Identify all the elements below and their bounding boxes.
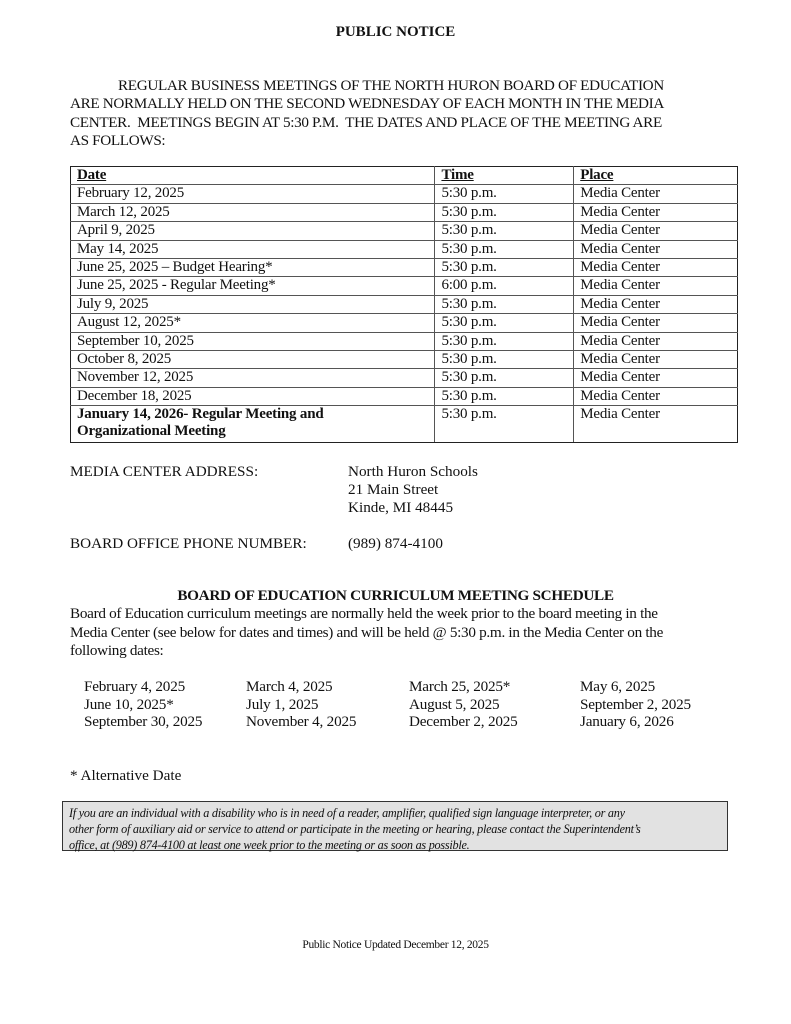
address-line: Kinde, MI 48445 <box>348 499 454 516</box>
curriculum-date: March 25, 2025* <box>409 678 511 695</box>
meeting-place: Media Center <box>574 222 738 240</box>
table-row <box>71 185 738 203</box>
meeting-date: April 9, 2025 <box>71 222 435 240</box>
meeting-place: Media Center <box>574 277 738 295</box>
table-row-organizational <box>71 406 738 443</box>
meeting-time: 5:30 p.m. <box>435 185 574 203</box>
curriculum-date: September 30, 2025 <box>84 713 203 730</box>
curriculum-line: following dates: <box>70 642 164 659</box>
curriculum-date: February 4, 2025 <box>84 678 185 695</box>
table-row <box>71 277 738 295</box>
dates-row <box>84 678 724 696</box>
meeting-place: Media Center <box>574 350 738 368</box>
dates-row <box>84 713 724 731</box>
meeting-time: 5:30 p.m. <box>435 295 574 313</box>
column-header-date: Date <box>71 167 435 185</box>
address-line: North Huron Schools <box>348 463 478 480</box>
column-header-place: Place <box>574 167 738 185</box>
phone-number: (989) 874-4100 <box>348 535 443 552</box>
meeting-place: Media Center <box>574 185 738 203</box>
meeting-time: 5:30 p.m. <box>435 406 574 443</box>
table-row <box>71 314 738 332</box>
intro-line: CENTER. MEETINGS BEGIN AT 5:30 P.M. THE DATES AND PLACE OF THE MEETING ARE <box>70 113 662 131</box>
curriculum-date: November 4, 2025 <box>246 713 357 730</box>
meeting-date: May 14, 2025 <box>71 240 435 258</box>
table-header-row <box>71 167 738 185</box>
meeting-place: Media Center <box>574 387 738 405</box>
curriculum-date: January 6, 2026 <box>580 713 674 730</box>
dates-row <box>84 696 724 714</box>
disclaimer-line: If you are an individual with a disability who is in need of a reader, amplifier, qualified sign language interpreter, or any <box>69 806 625 820</box>
table-row <box>71 240 738 258</box>
table-row <box>71 203 738 221</box>
meeting-date: June 25, 2025 – Budget Hearing* <box>71 258 435 276</box>
meeting-time: 5:30 p.m. <box>435 387 574 405</box>
curriculum-date: December 2, 2025 <box>409 713 518 730</box>
meeting-time: 5:30 p.m. <box>435 332 574 350</box>
meeting-time: 5:30 p.m. <box>435 240 574 258</box>
curriculum-date: July 1, 2025 <box>246 695 319 713</box>
meeting-place: Media Center <box>574 314 738 332</box>
table-row <box>71 295 738 313</box>
meetings-table <box>70 166 738 443</box>
curriculum-section-title: BOARD OF EDUCATION CURRICULUM MEETING SCHEDULE <box>177 587 614 604</box>
meeting-time: 5:30 p.m. <box>435 314 574 332</box>
curriculum-dates-grid <box>84 678 724 731</box>
curriculum-date: August 5, 2025 <box>409 695 500 713</box>
alternative-date-footnote: * Alternative Date <box>70 767 182 784</box>
curriculum-line: Board of Education curriculum meetings are normally held the week prior to the board meeting in the <box>70 605 658 622</box>
curriculum-description <box>70 605 730 661</box>
meeting-date: January 14, 2026- Regular Meeting and Organizational Meeting <box>71 406 435 443</box>
curriculum-date: May 6, 2025 <box>580 678 655 695</box>
meeting-date: October 8, 2025 <box>71 350 435 368</box>
table-row <box>71 258 738 276</box>
meeting-date: February 12, 2025 <box>71 185 435 203</box>
column-header-time: Time <box>435 167 574 185</box>
phone-label: BOARD OFFICE PHONE NUMBER: <box>70 535 307 552</box>
meeting-time: 5:30 p.m. <box>435 258 574 276</box>
meeting-time: 5:30 p.m. <box>435 222 574 240</box>
meeting-place: Media Center <box>574 240 738 258</box>
curriculum-line: Media Center (see below for dates and times) and will be held @ 5:30 p.m. in the Media Center on the <box>70 623 664 641</box>
meeting-place: Media Center <box>574 332 738 350</box>
curriculum-date: June 10, 2025* <box>84 695 174 713</box>
page-title: PUBLIC NOTICE <box>335 24 456 40</box>
meeting-place: Media Center <box>574 406 738 443</box>
intro-line: REGULAR BUSINESS MEETINGS OF THE NORTH HURON BOARD OF EDUCATION <box>118 77 664 94</box>
intro-line: AS FOLLOWS: <box>70 131 166 149</box>
meeting-date: July 9, 2025 <box>71 295 435 313</box>
meeting-date: December 18, 2025 <box>71 387 435 405</box>
table-row <box>71 369 738 387</box>
meeting-date: June 25, 2025 - Regular Meeting* <box>71 277 435 295</box>
table-row <box>71 332 738 350</box>
table-row <box>71 222 738 240</box>
disclaimer-line: office, at (989) 874-4100 at least one week prior to the meeting or as soon as possible. <box>69 838 470 852</box>
meeting-place: Media Center <box>574 295 738 313</box>
meeting-date: November 12, 2025 <box>71 369 435 387</box>
table-row <box>71 387 738 405</box>
meeting-place: Media Center <box>574 203 738 221</box>
accessibility-disclaimer <box>62 801 728 851</box>
curriculum-date: March 4, 2025 <box>246 678 333 695</box>
intro-line: ARE NORMALLY HELD ON THE SECOND WEDNESDAY OF EACH MONTH IN THE MEDIA <box>70 95 664 113</box>
intro-paragraph <box>70 77 750 150</box>
meeting-place: Media Center <box>574 369 738 387</box>
meeting-date: August 12, 2025* <box>71 314 435 332</box>
meeting-date: March 12, 2025 <box>71 203 435 221</box>
address-label: MEDIA CENTER ADDRESS: <box>70 463 259 480</box>
table-row <box>71 350 738 368</box>
meeting-place: Media Center <box>574 258 738 276</box>
updated-footer: Public Notice Updated December 12, 2025 <box>302 939 489 951</box>
address-block <box>348 463 478 517</box>
meeting-time: 6:00 p.m. <box>435 277 574 295</box>
curriculum-date: September 2, 2025 <box>580 695 691 713</box>
meeting-time: 5:30 p.m. <box>435 369 574 387</box>
address-line: 21 Main Street <box>348 481 439 498</box>
disclaimer-line: other form of auxiliary aid or service to attend or participate in the meeting or hearing, please contact the Superintendent’s <box>69 822 641 836</box>
meeting-time: 5:30 p.m. <box>435 350 574 368</box>
meeting-date: September 10, 2025 <box>71 332 435 350</box>
meeting-time: 5:30 p.m. <box>435 203 574 221</box>
